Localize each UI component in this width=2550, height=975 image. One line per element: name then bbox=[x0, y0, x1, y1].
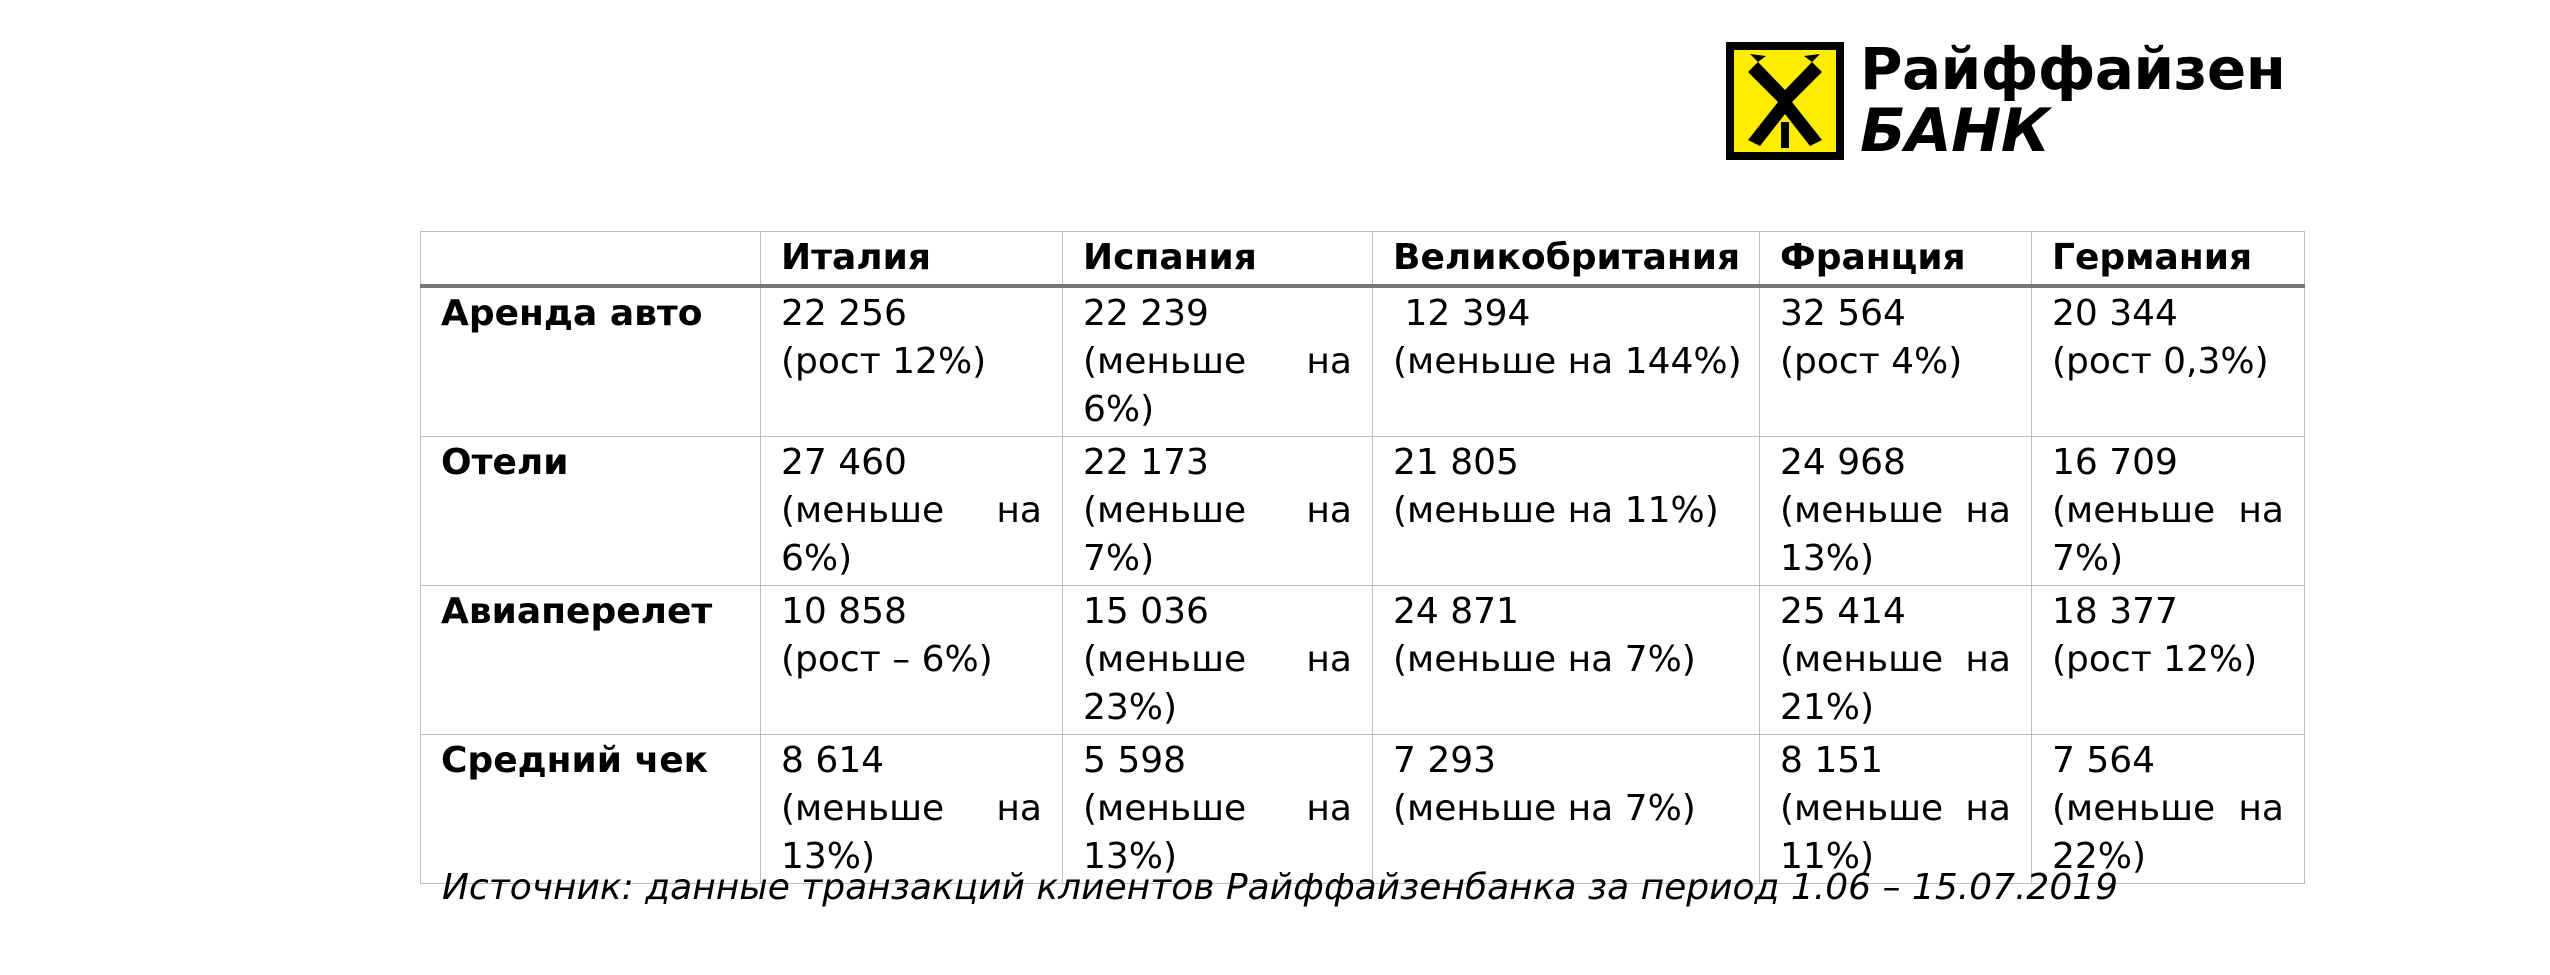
corner-cell bbox=[421, 232, 761, 287]
column-header-spain: Испания bbox=[1063, 232, 1373, 287]
cell-change: (рост – 6%) bbox=[781, 639, 993, 680]
cell-value: 16 709 bbox=[2052, 442, 2178, 483]
table-cell bbox=[761, 437, 1063, 586]
cell-change: (меньше на 7%) bbox=[1393, 639, 1696, 680]
cell-value: 21 805 bbox=[1393, 442, 1519, 483]
cell-value: 24 871 bbox=[1393, 591, 1519, 632]
table-cell bbox=[1063, 286, 1373, 437]
cell-value: 25 414 bbox=[1780, 591, 1906, 632]
source-note: Источник: данные транзакций клиентов Райффайзенбанка за период 1.06 – 15.07.2019 bbox=[442, 867, 2119, 908]
table-cell bbox=[1760, 586, 2032, 735]
table-cell bbox=[1063, 437, 1373, 586]
cell-value: 10 858 bbox=[781, 591, 907, 632]
cell-value: 22 256 bbox=[781, 293, 907, 334]
cell-value: 7 293 bbox=[1393, 740, 1497, 781]
table-cell bbox=[2032, 735, 2305, 884]
table-row bbox=[421, 437, 2305, 586]
table-cell bbox=[761, 586, 1063, 735]
table-cell bbox=[761, 735, 1063, 884]
cell-value: 18 377 bbox=[2052, 591, 2178, 632]
row-label: Аренда авто bbox=[421, 286, 761, 437]
raiffeisen-logo bbox=[1726, 35, 2286, 168]
logo-line-1: Райффайзен bbox=[1860, 35, 2286, 103]
cell-value: 27 460 bbox=[781, 442, 907, 483]
row-label: Авиаперелет bbox=[421, 586, 761, 735]
column-header-germany: Германия bbox=[2032, 232, 2305, 287]
table-cell bbox=[1063, 735, 1373, 884]
cell-value: 32 564 bbox=[1780, 293, 1906, 334]
cell-change: (рост 4%) bbox=[1780, 341, 1963, 382]
cell-value: 24 968 bbox=[1780, 442, 1906, 483]
cell-change: (меньше на 22%) bbox=[2052, 788, 2284, 877]
table-row bbox=[421, 586, 2305, 735]
cell-change: (меньше на 7%) bbox=[1083, 490, 1352, 579]
table-cell bbox=[1373, 286, 1760, 437]
table-cell bbox=[1373, 586, 1760, 735]
table-row bbox=[421, 735, 2305, 884]
cell-change: (меньше на 21%) bbox=[1780, 639, 2011, 728]
cell-change: (меньше на 13%) bbox=[781, 788, 1042, 877]
table-cell bbox=[1063, 586, 1373, 735]
table-header-row bbox=[421, 232, 2305, 287]
column-header-uk: Великобритания bbox=[1373, 232, 1760, 287]
table-cell bbox=[2032, 437, 2305, 586]
cell-value: 15 036 bbox=[1083, 591, 1209, 632]
cell-value: 8 151 bbox=[1780, 740, 1884, 781]
cell-change: (рост 12%) bbox=[781, 341, 987, 382]
cell-value: 7 564 bbox=[2052, 740, 2156, 781]
table-cell bbox=[1373, 437, 1760, 586]
table-cell bbox=[1373, 735, 1760, 884]
cell-change: (меньше на 7%) bbox=[2052, 490, 2284, 579]
logo-wordmark bbox=[1860, 35, 2286, 166]
table-cell bbox=[1760, 735, 2032, 884]
column-header-italy: Италия bbox=[761, 232, 1063, 287]
cell-value: 8 614 bbox=[781, 740, 885, 781]
cell-change: (меньше на 11%) bbox=[1780, 788, 2011, 877]
cell-change: (меньше на 144%) bbox=[1393, 341, 1742, 382]
row-label: Средний чек bbox=[421, 735, 761, 884]
table-cell bbox=[1760, 437, 2032, 586]
logo-line-2: БАНК bbox=[1860, 96, 2050, 166]
cell-value: 12 394 bbox=[1393, 293, 1531, 334]
cell-value: 5 598 bbox=[1083, 740, 1187, 781]
table-cell bbox=[1760, 286, 2032, 437]
cell-change: (меньше на 6%) bbox=[781, 490, 1042, 579]
cell-value: 22 239 bbox=[1083, 293, 1209, 334]
column-header-france: Франция bbox=[1760, 232, 2032, 287]
cell-change: (меньше на 13%) bbox=[1780, 490, 2011, 579]
cell-value: 20 344 bbox=[2052, 293, 2178, 334]
cell-change: (меньше на 23%) bbox=[1083, 639, 1352, 728]
table-cell bbox=[2032, 586, 2305, 735]
cell-change: (меньше на 7%) bbox=[1393, 788, 1696, 829]
cell-change: (рост 0,3%) bbox=[2052, 341, 2269, 382]
raiffeisen-crossed-horses-icon bbox=[1726, 42, 1844, 160]
cell-change: (рост 12%) bbox=[2052, 639, 2258, 680]
cell-value: 22 173 bbox=[1083, 442, 1209, 483]
transactions-table bbox=[420, 231, 2305, 884]
table-row bbox=[421, 286, 2305, 437]
cell-change: (меньше на 6%) bbox=[1083, 341, 1352, 430]
table-cell bbox=[2032, 286, 2305, 437]
cell-change: (меньше на 13%) bbox=[1083, 788, 1352, 877]
table-cell bbox=[761, 286, 1063, 437]
row-label: Отели bbox=[421, 437, 761, 586]
cell-change: (меньше на 11%) bbox=[1393, 490, 1719, 531]
